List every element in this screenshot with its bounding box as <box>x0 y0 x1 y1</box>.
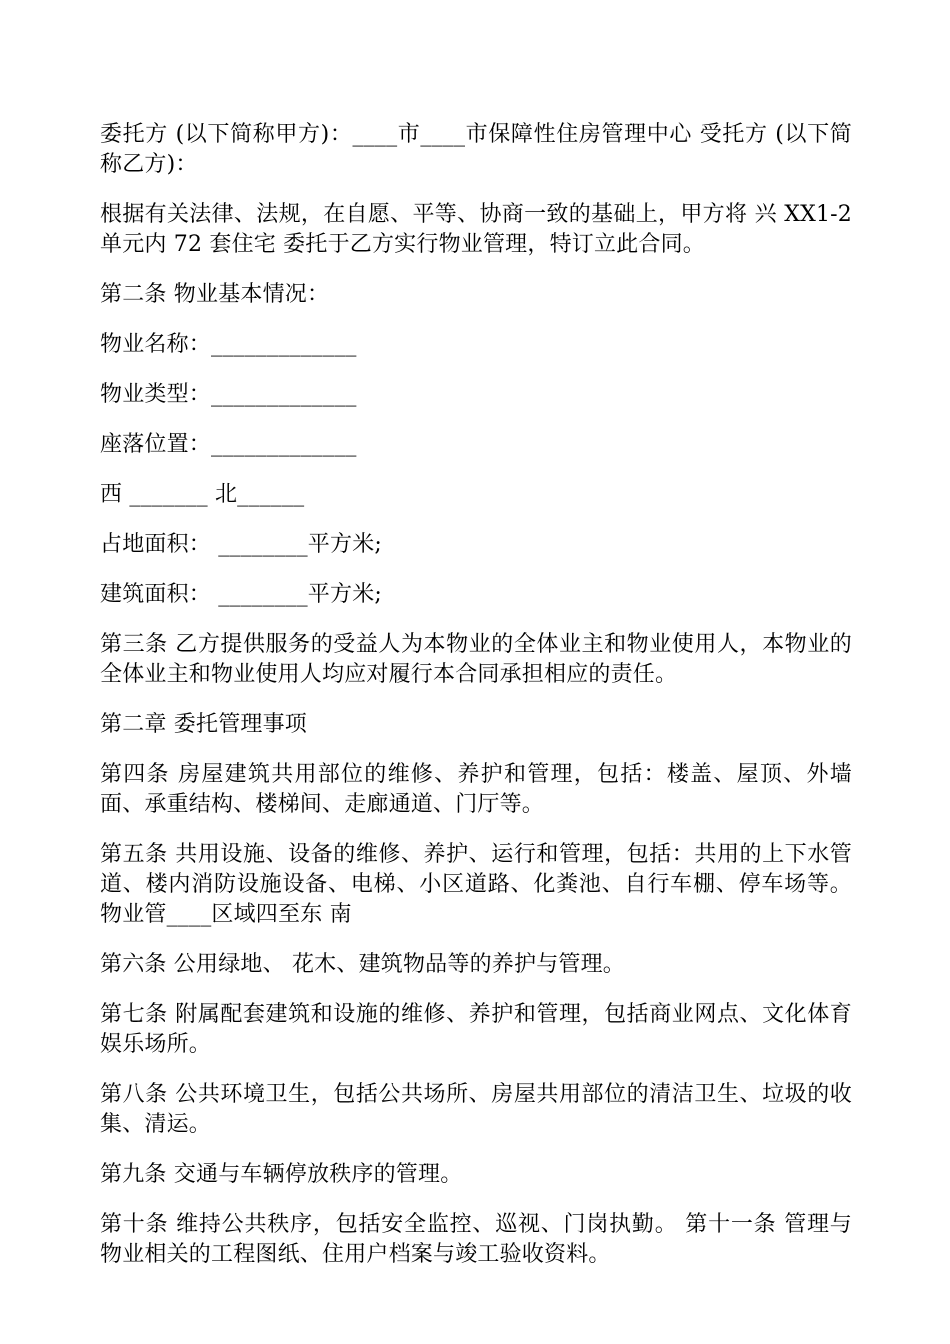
paragraph-boundaries: 西 _______ 北______ <box>100 482 305 507</box>
paragraph-parties: 委托方 (以下简称甲方)：____市____市保障性住房管理中心 受托方 (以下简称乙方)： <box>100 122 852 177</box>
paragraph-article-4: 第四条 房屋建筑共用部位的维修、养护和管理，包括：楼盖、屋顶、外墙面、承重结构、楼梯间、走廊通道、门厅等。 <box>100 762 852 817</box>
paragraph-property-type: 物业类型：_____________ <box>100 382 357 407</box>
paragraph-article-7: 第七条 附属配套建筑和设施的维修、养护和管理，包括商业网点、文化体育娱乐场所。 <box>100 1002 852 1057</box>
paragraph-location: 座落位置：_____________ <box>100 432 357 457</box>
paragraph-article-2-heading: 第二条 物业基本情况： <box>100 282 330 307</box>
paragraph-article-5: 第五条 共用设施、设备的维修、养护、运行和管理，包括：共用的上下水管道、楼内消防设施设备、电梯、小区道路、化粪池、自行车棚、停车场等。 物业管____区域四至东 南 <box>100 842 860 927</box>
document-page <box>100 120 860 1290</box>
paragraph-article-8: 第八条 公共环境卫生，包括公共场所、房屋共用部位的清洁卫生、垃圾的收集、清运。 <box>100 1082 852 1137</box>
paragraph-chapter-2-heading: 第二章 委托管理事项 <box>100 712 307 737</box>
paragraph-article-6: 第六条 公用绿地、 花木、建筑物品等的养护与管理。 <box>100 952 625 977</box>
paragraph-building-area: 建筑面积： ________平方米; <box>100 582 383 607</box>
paragraph-article-9: 第九条 交通与车辆停放秩序的管理。 <box>100 1162 463 1187</box>
paragraph-property-name: 物业名称：_____________ <box>100 332 357 357</box>
paragraph-article-3: 第三条 乙方提供服务的受益人为本物业的全体业主和物业使用人，本物业的全体业主和物业使用人均应对履行本合同承担相应的责任。 <box>100 632 852 687</box>
paragraph-article-10-11: 第十条 维持公共秩序，包括安全监控、巡视、门岗执勤。 第十一条 管理与物业相关的工程图纸、住用户档案与竣工验收资料。 <box>100 1212 852 1267</box>
paragraph-land-area: 占地面积： ________平方米; <box>100 532 383 557</box>
paragraph-preamble: 根据有关法律、法规，在自愿、平等、协商一致的基础上，甲方将 兴 XX1-2 单元内 72 套住宅 委托于乙方实行物业管理，特订立此合同。 <box>100 202 860 257</box>
